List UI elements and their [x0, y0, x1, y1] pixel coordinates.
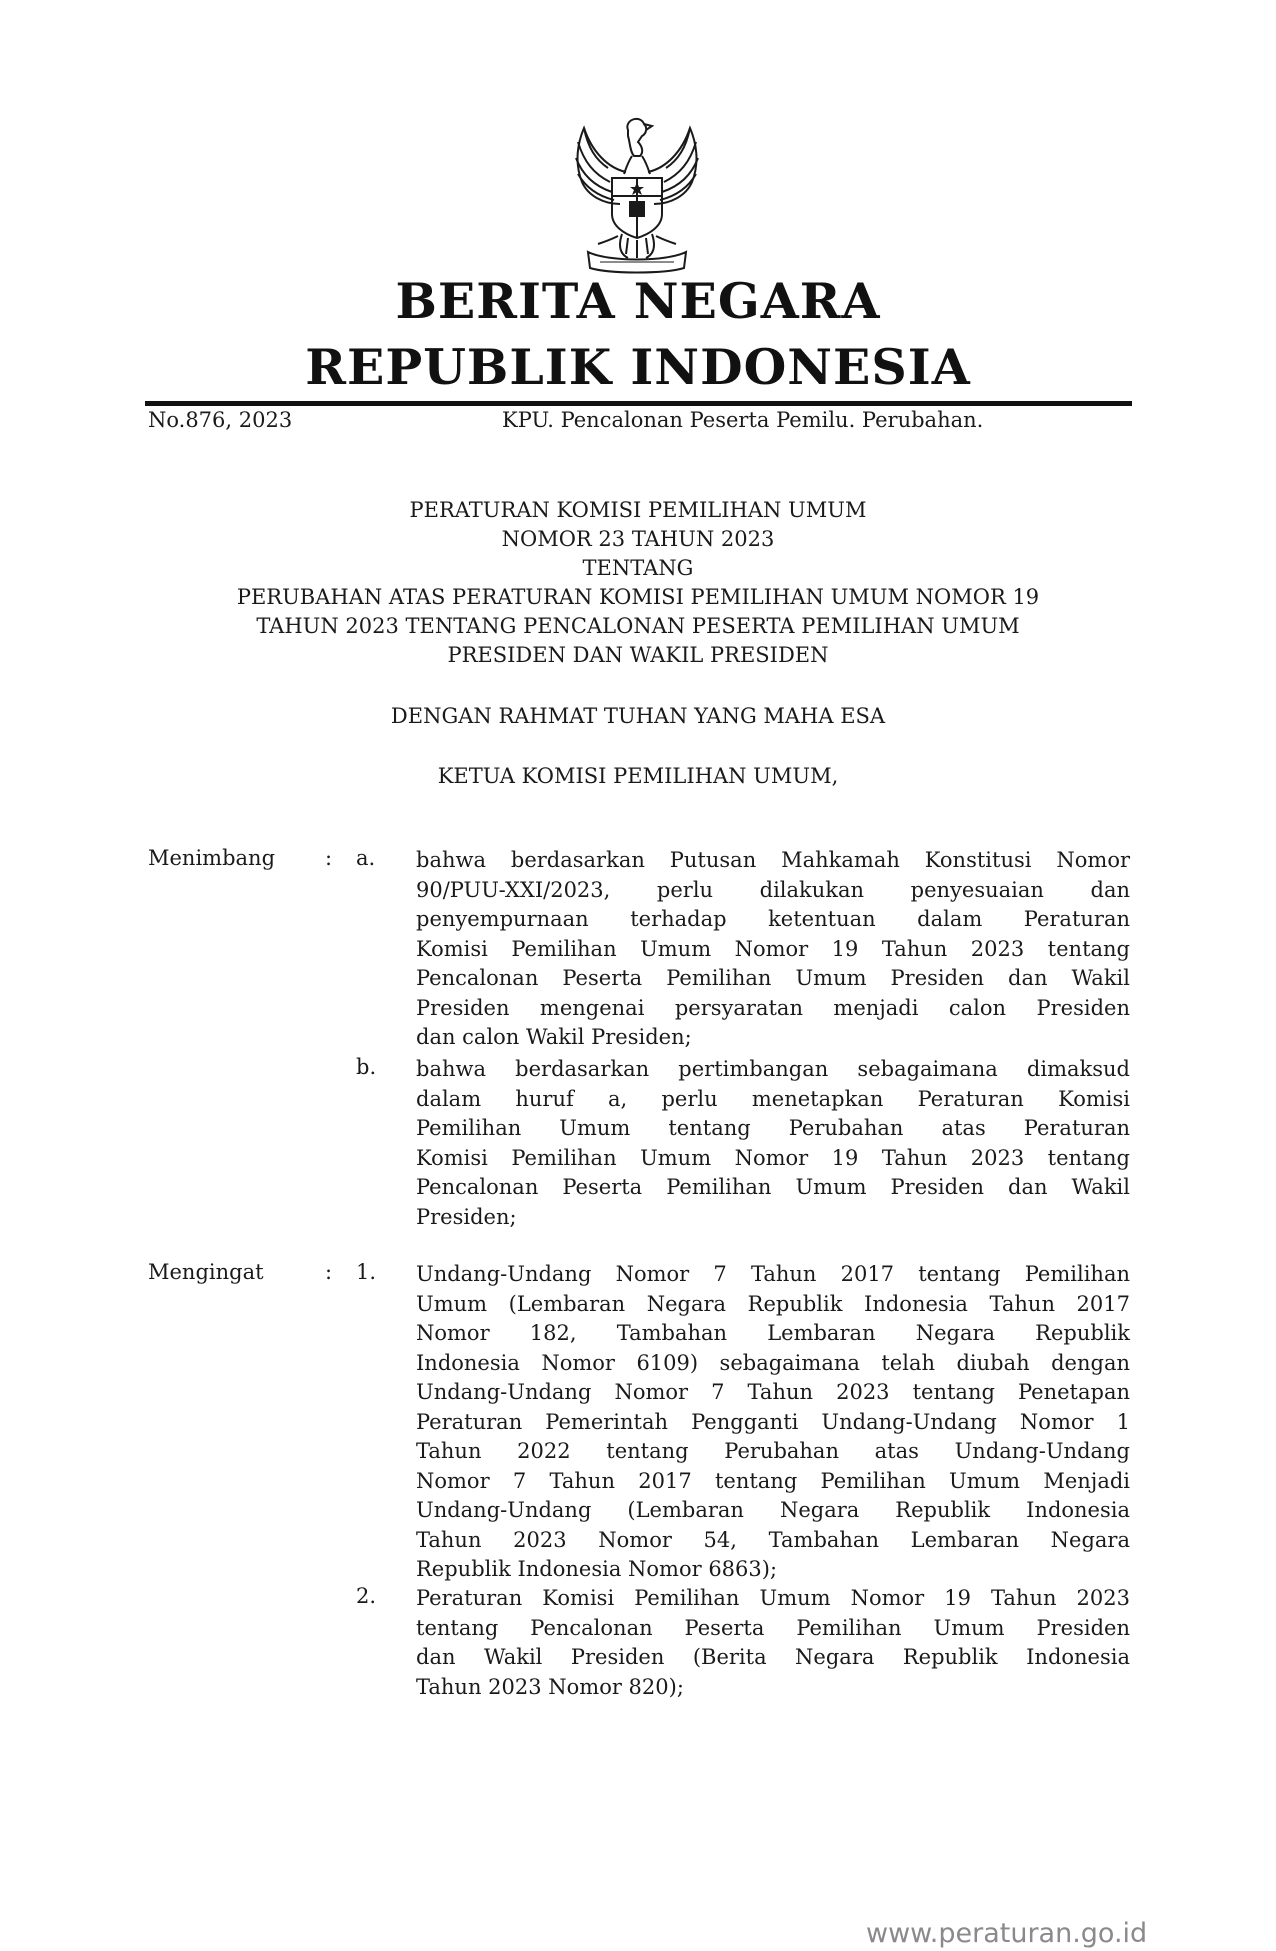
mengingat-item-marker: 1. [356, 1260, 377, 1284]
menimbang-label: Menimbang [148, 846, 276, 870]
mengingat-item-marker: 2. [356, 1584, 377, 1608]
regulation-number-line: NOMOR 23 TAHUN 2023 [501, 527, 775, 551]
text-line: 90/PUU-XXI/2023, perlu dilakukan penyesuaian dan [416, 877, 1130, 902]
text-line: Nomor 182, Tambahan Lembaran Negara Republik [416, 1321, 1130, 1345]
text-line: bahwa berdasarkan Putusan Mahkamah Konstitusi Nomor [416, 848, 1130, 872]
text-line: Komisi Pemilihan Umum Nomor 19 Tahun 2023 tentang [416, 936, 1130, 961]
regulation-title-line: PERATURAN KOMISI PEMILIHAN UMUM [409, 498, 867, 522]
menimbang-item-marker: b. [356, 1055, 377, 1079]
text-line: Umum (Lembaran Negara Republik Indonesia Tahun 2017 [416, 1291, 1130, 1316]
text-line: dan calon Wakil Presiden; [416, 1025, 692, 1049]
mengingat-item-text [416, 1260, 1130, 1585]
issuing-authority: KETUA KOMISI PEMILIHAN UMUM, [437, 764, 839, 788]
regulation-subject-line: PERUBAHAN ATAS PERATURAN KOMISI PEMILIHAN UMUM NOMOR 19 [236, 585, 1040, 609]
mengingat-item-text [416, 1584, 1130, 1702]
text-line: Presiden mengenai persyaratan menjadi calon Presiden [416, 995, 1130, 1020]
text-line: Republik Indonesia Nomor 6863); [416, 1557, 778, 1581]
text-line: Tahun 2022 tentang Perubahan atas Undang-Undang [416, 1439, 1130, 1463]
gazette-topic: KPU. Pencalonan Peserta Pemilu. Perubahan. [502, 408, 984, 432]
text-line: Tahun 2023 Nomor 54, Tambahan Lembaran Negara [416, 1527, 1130, 1552]
mengingat-colon: : [325, 1260, 333, 1284]
menimbang-colon: : [325, 846, 333, 870]
text-line: Presiden; [416, 1204, 517, 1229]
text-line: Undang-Undang Nomor 7 Tahun 2023 tentang Penetapan [416, 1380, 1130, 1404]
text-line: penyempurnaan terhadap ketentuan dalam Peraturan [416, 907, 1130, 931]
menimbang-item-text [416, 1055, 1130, 1232]
masthead-title: BERITA NEGARA [395, 272, 881, 330]
garuda-emblem-icon [548, 112, 726, 274]
regulation-tentang-line: TENTANG [582, 556, 694, 580]
text-line: Peraturan Komisi Pemilihan Umum Nomor 19 Tahun 2023 [416, 1586, 1130, 1610]
text-line: Pemilihan Umum tentang Perubahan atas Peraturan [416, 1116, 1130, 1140]
menimbang-item-text [416, 846, 1130, 1053]
text-line: Undang-Undang (Lembaran Negara Republik Indonesia [416, 1498, 1130, 1522]
text-line: Komisi Pemilihan Umum Nomor 19 Tahun 2023 tentang [416, 1145, 1130, 1170]
gazette-number: No.876, 2023 [148, 408, 293, 432]
text-line: dalam huruf a, perlu menetapkan Peraturan Komisi [416, 1086, 1130, 1111]
text-line: dan Wakil Presiden (Berita Negara Republik Indonesia [416, 1645, 1130, 1669]
masthead-divider [145, 401, 1132, 406]
text-line: Peraturan Pemerintah Pengganti Undang-Undang Nomor 1 [416, 1409, 1130, 1434]
mengingat-label: Mengingat [148, 1260, 264, 1284]
text-line: Pencalonan Peserta Pemilihan Umum Presiden dan Wakil [416, 966, 1130, 990]
text-line: Undang-Undang Nomor 7 Tahun 2017 tentang Pemilihan [416, 1262, 1130, 1286]
menimbang-item-marker: a. [356, 846, 376, 870]
regulation-subject-line: PRESIDEN DAN WAKIL PRESIDEN [447, 643, 829, 667]
masthead-subtitle: REPUBLIK INDONESIA [305, 338, 971, 396]
text-line: Pencalonan Peserta Pemilihan Umum Presiden dan Wakil [416, 1175, 1130, 1199]
invocation: DENGAN RAHMAT TUHAN YANG MAHA ESA [390, 704, 886, 728]
text-line: Indonesia Nomor 6109) sebagaimana telah diubah dengan [416, 1350, 1130, 1375]
regulation-subject-line: TAHUN 2023 TENTANG PENCALONAN PESERTA PEMILIHAN UMUM [256, 614, 1020, 638]
source-url: www.peraturan.go.id [866, 1918, 1148, 1949]
text-line: Tahun 2023 Nomor 820); [416, 1674, 684, 1699]
text-line: Nomor 7 Tahun 2017 tentang Pemilihan Umum Menjadi [416, 1468, 1130, 1493]
text-line: bahwa berdasarkan pertimbangan sebagaimana dimaksud [416, 1057, 1130, 1081]
text-line: tentang Pencalonan Peserta Pemilihan Umum Presiden [416, 1615, 1130, 1640]
